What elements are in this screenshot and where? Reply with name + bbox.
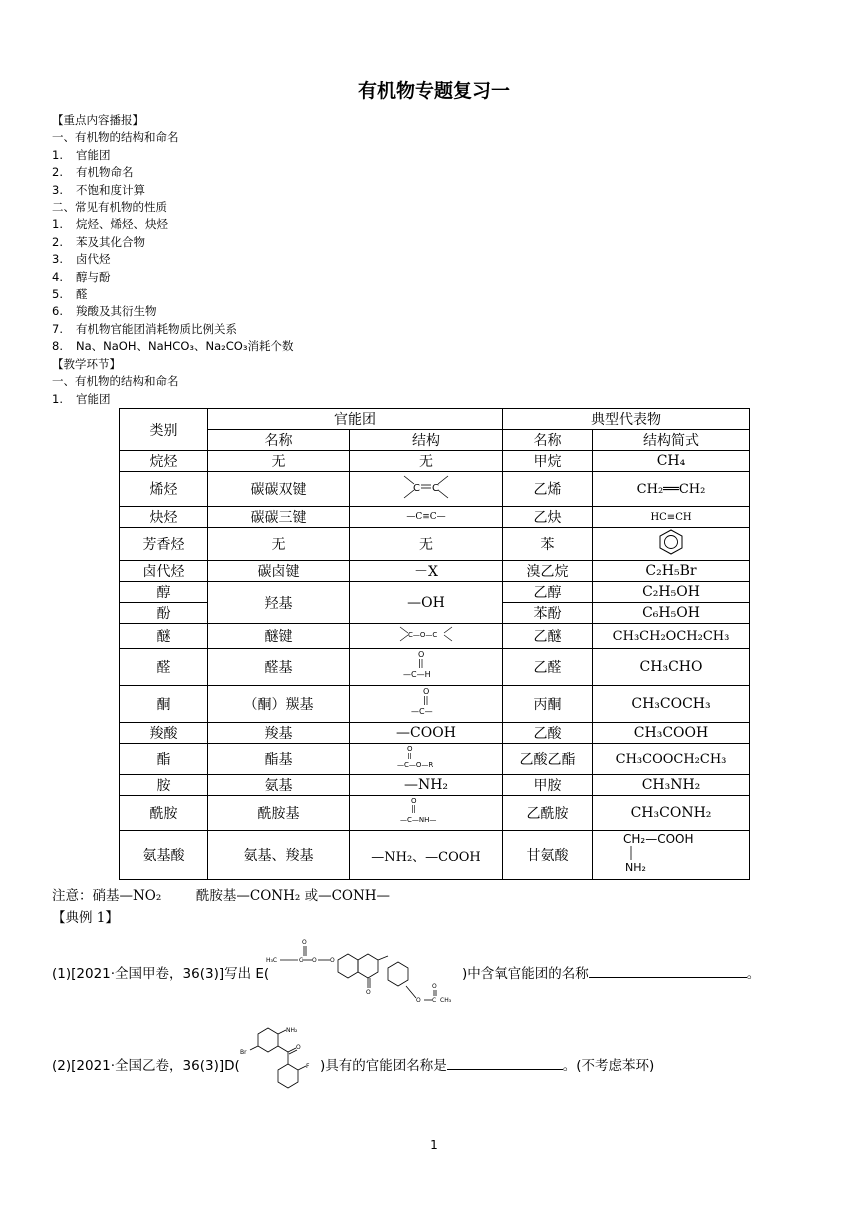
example-title: 【典例 1】	[52, 910, 119, 926]
outline-line: 4. 醇与酚	[52, 269, 111, 284]
svg-text:Br: Br	[240, 1049, 247, 1056]
page-title: 有机物专题复习一	[357, 80, 510, 102]
outline-line: 1. 官能团	[52, 391, 111, 406]
compound-d-structure	[236, 1024, 320, 1100]
benzene-ring-icon	[657, 528, 685, 556]
question-1-tail: )中含氧官能团的名称 。	[462, 962, 760, 982]
ester-structure	[393, 744, 459, 770]
compound-e-structure	[266, 934, 462, 1010]
svg-text:O: O	[418, 650, 425, 659]
note-line: 注意：硝基—NO₂ 酰胺基—CONH₂ 或—CONH—	[52, 888, 391, 904]
glycine-structure	[593, 831, 713, 875]
svg-text:—C—NH—: —C—NH—	[400, 816, 437, 824]
table-row: 醛 醛基 O —C—H 乙醛 CH₃CHO	[120, 649, 750, 686]
svg-text:CH₂—COOH: CH₂—COOH	[623, 832, 694, 846]
outline-line: 7. 有机物官能团消耗物质比例关系	[52, 321, 237, 336]
table-row: 胺 氨基 —NH₂ 甲胺 CH₃NH₂	[120, 775, 750, 796]
header-rep-name: 名称	[503, 430, 593, 451]
svg-text:C: C	[413, 483, 420, 494]
table-row: 卤代烃 碳卤键 －X 溴乙烷 C₂H₅Br	[120, 561, 750, 582]
header-functional-group: 官能团	[208, 409, 503, 430]
outline-line: 二、常见有机物的性质	[52, 200, 167, 215]
question-2-tail: )具有的官能团名称是 。(不考虑苯环)	[320, 1054, 654, 1074]
svg-text:C: C	[299, 957, 304, 964]
header-rep-formula: 结构简式	[593, 430, 750, 451]
svg-text:O: O	[302, 939, 307, 946]
outline	[52, 112, 293, 408]
table-row: 酚 苯酚 C₆H₅OH	[120, 603, 750, 624]
outline-line: 3. 卤代烃	[52, 252, 111, 267]
outline-line: 一、有机物的结构和命名	[52, 374, 179, 389]
svg-text:O: O	[407, 745, 413, 753]
svg-text:O: O	[312, 957, 317, 964]
answer-blank-2[interactable]	[447, 1055, 563, 1070]
outline-line: 1. 官能团	[52, 147, 111, 162]
table-row: 酮 （酮）羰基 O —C— 丙酮 CH₃COCH₃	[120, 686, 750, 723]
table-row: 烷烃 无 无 甲烷 CH₄	[120, 451, 750, 472]
svg-text:C: C	[432, 483, 439, 494]
header-category: 类别	[120, 409, 208, 451]
svg-text:O: O	[296, 1044, 301, 1051]
svg-text:C: C	[432, 997, 437, 1004]
table-row: 醚 醚键 C—O—C 乙醚 CH₃CH₂OCH₂CH₃	[120, 624, 750, 649]
outline-line: 2. 有机物命名	[52, 165, 134, 180]
outline-line: 8. Na、NaOH、NaHCO₃、Na₂CO₃消耗个数	[52, 339, 294, 354]
outline-line: 6. 羧酸及其衍生物	[52, 304, 157, 319]
question-2: (2)[2021·全国乙卷，36(3)]D(	[52, 1058, 240, 1074]
svg-text:—C—O—R: —C—O—R	[397, 761, 434, 769]
svg-text:NH₂: NH₂	[625, 861, 646, 874]
page-number: 1	[430, 1138, 438, 1152]
table-row: 炔烃 碳碳三键 —C≡C— 乙炔 HC≡CH	[120, 507, 750, 528]
svg-text:O: O	[330, 957, 335, 964]
outline-line: 5. 醛	[52, 287, 88, 302]
outline-line: 1. 烷烃、烯烃、炔烃	[52, 217, 168, 232]
alkene-structure	[396, 472, 456, 502]
outline-line: 2. 苯及其化合物	[52, 234, 145, 249]
svg-text:—C—: —C—	[411, 707, 433, 716]
svg-text:H₃C: H₃C	[266, 957, 278, 964]
svg-text:CH₃: CH₃	[440, 997, 452, 1004]
aldehyde-structure	[401, 649, 451, 681]
svg-text:O: O	[366, 989, 371, 996]
table-row: 酰胺 酰胺基 O —C—NH— 乙酰胺 CH₃CONH₂	[120, 796, 750, 831]
outline-line: 一、有机物的结构和命名	[52, 130, 179, 145]
svg-text:O: O	[423, 687, 430, 696]
table-row: 酯 酯基 O —C—O—R 乙酸乙酯 CH₃COOCH₂CH₃	[120, 744, 750, 775]
table-row: 醇 羟基 —OH 乙醇 C₂H₅OH	[120, 582, 750, 603]
svg-text:O: O	[432, 983, 437, 990]
outline-line: 3. 不饱和度计算	[52, 182, 145, 197]
table-row: 烯烃 碳碳双键 C C 乙烯 CH₂══CH₂	[120, 472, 750, 507]
svg-text:O: O	[411, 797, 417, 805]
table-row: 羧酸 羧基 —COOH 乙酸 CH₃COOH	[120, 723, 750, 744]
header-name: 名称	[208, 430, 350, 451]
table-row: 芳香烃 无 无 苯	[120, 528, 750, 561]
svg-text:O: O	[416, 997, 421, 1004]
svg-text:C—O—C: C—O—C	[408, 631, 438, 639]
svg-text:—C—H: —C—H	[403, 670, 431, 679]
svg-text:F: F	[306, 1063, 310, 1070]
answer-blank-1[interactable]	[589, 963, 747, 978]
svg-text:NH₂: NH₂	[286, 1027, 298, 1034]
functional-group-table	[119, 408, 750, 880]
header-structure: 结构	[350, 430, 503, 451]
ether-structure	[396, 624, 456, 644]
ketone-structure	[401, 686, 451, 718]
question-1: (1)[2021·全国甲卷，36(3)]写出 E(	[52, 966, 270, 982]
outline-line: 【重点内容播报】	[52, 113, 144, 127]
header-representative: 典型代表物	[503, 409, 750, 430]
amide-structure	[396, 796, 456, 826]
outline-line: 【教学环节】	[52, 356, 121, 371]
table-row: 氨基酸 氨基、羧基 —NH₂、—COOH 甘氨酸 CH₂—COOH NH₂	[120, 831, 750, 880]
